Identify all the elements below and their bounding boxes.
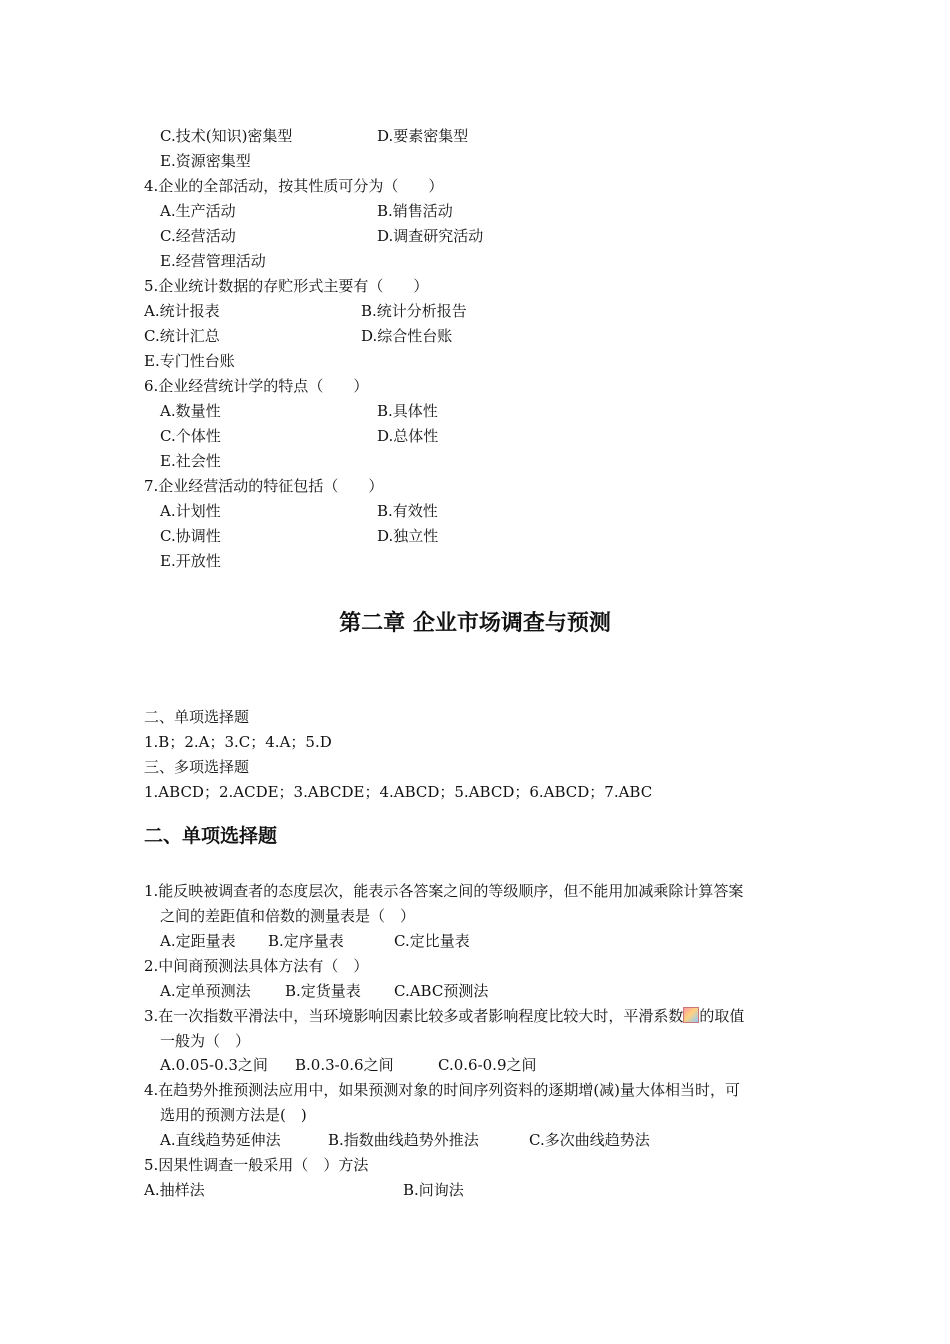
section-heading: 二、单项选择题 xyxy=(144,825,278,847)
question-stem-cont: 之间的差距值和倍数的测量表是（ ） xyxy=(160,907,416,925)
alpha-symbol-icon xyxy=(683,1007,699,1023)
option-e: E.开放性 xyxy=(160,552,221,570)
option-e: E.社会性 xyxy=(160,452,221,470)
question-stem xyxy=(144,1006,744,1026)
option-b: B.定序量表 xyxy=(268,932,344,950)
option-c: C.经营活动 xyxy=(160,227,236,245)
option-c: C.个体性 xyxy=(160,427,221,445)
answer-heading-multi: 三、多项选择题 xyxy=(144,758,250,776)
option-a: A.数量性 xyxy=(160,402,221,420)
option-b: B.具体性 xyxy=(377,402,438,420)
option-c: C.0.6-0.9之间 xyxy=(438,1056,537,1074)
option-b: B.问询法 xyxy=(403,1181,464,1199)
option-e: E.资源密集型 xyxy=(160,152,251,170)
option-b: B.销售活动 xyxy=(377,202,453,220)
option-a: A.生产活动 xyxy=(160,202,236,220)
question-stem: 4.企业的全部活动，按其性质可分为（ ） xyxy=(144,177,444,195)
option-d: D.总体性 xyxy=(377,427,439,445)
option-c: C.定比量表 xyxy=(394,932,470,950)
option-c: C.多次曲线趋势法 xyxy=(529,1131,650,1149)
question-stem: 7.企业经营活动的特征包括（ ） xyxy=(144,477,384,495)
question-stem: 1.能反映被调查者的态度层次，能表示各答案之间的等级顺序，但不能用加减乘除计算答案 xyxy=(144,882,744,900)
option-b: B.定货量表 xyxy=(285,982,361,1000)
option-b: B.统计分析报告 xyxy=(361,302,467,320)
answer-key-multi: 1.ABCD；2.ACDE；3.ABCDE；4.ABCD；5.ABCD；6.ABCD；7.ABC xyxy=(144,783,653,801)
question-stem-text-tail: 的取值 xyxy=(699,1007,745,1025)
option-b: B.0.3-0.6之间 xyxy=(295,1056,394,1074)
option-e: E.经营管理活动 xyxy=(160,252,266,270)
question-stem: 5.企业统计数据的存贮形式主要有（ ） xyxy=(144,277,429,295)
option-a: A.0.05-0.3之间 xyxy=(160,1056,268,1074)
question-stem-text: 3.在一次指数平滑法中，当环境影响因素比较多或者影响程度比较大时，平滑系数 xyxy=(144,1007,684,1025)
option-d: D.独立性 xyxy=(377,527,439,545)
answer-heading-single: 二、单项选择题 xyxy=(144,708,250,726)
question-stem-cont: 选用的预测方法是( ) xyxy=(160,1106,307,1124)
option-c: C.技术(知识)密集型 xyxy=(160,127,293,145)
question-stem: 4.在趋势外推预测法应用中，如果预测对象的时间序列资料的逐期增(减)量大体相当时，可 xyxy=(144,1081,741,1099)
option-c: C.统计汇总 xyxy=(144,327,220,345)
option-a: A.直线趋势延伸法 xyxy=(160,1131,281,1149)
option-a: A.定距量表 xyxy=(160,932,236,950)
question-stem: 5.因果性调查一般采用（ ）方法 xyxy=(144,1156,369,1174)
option-d: D.要素密集型 xyxy=(377,127,469,145)
option-d: D.调查研究活动 xyxy=(377,227,484,245)
option-b: B.指数曲线趋势外推法 xyxy=(328,1131,479,1149)
option-a: A.计划性 xyxy=(160,502,221,520)
option-c: C.协调性 xyxy=(160,527,221,545)
question-stem: 2.中间商预测法具体方法有（ ） xyxy=(144,957,369,975)
option-a: A.统计报表 xyxy=(144,302,220,320)
chapter-title: 第二章 企业市场调查与预测 xyxy=(339,611,611,636)
option-e: E.专门性台账 xyxy=(144,352,235,370)
option-b: B.有效性 xyxy=(377,502,438,520)
question-stem: 6.企业经营统计学的特点（ ） xyxy=(144,377,369,395)
option-c: C.ABC预测法 xyxy=(394,982,489,1000)
option-a: A.定单预测法 xyxy=(160,982,251,1000)
answer-key-single: 1.B；2.A；3.C；4.A；5.D xyxy=(144,733,332,751)
option-a: A.抽样法 xyxy=(144,1181,205,1199)
option-d: D.综合性台账 xyxy=(361,327,453,345)
question-stem-cont: 一般为（ ） xyxy=(160,1032,251,1050)
